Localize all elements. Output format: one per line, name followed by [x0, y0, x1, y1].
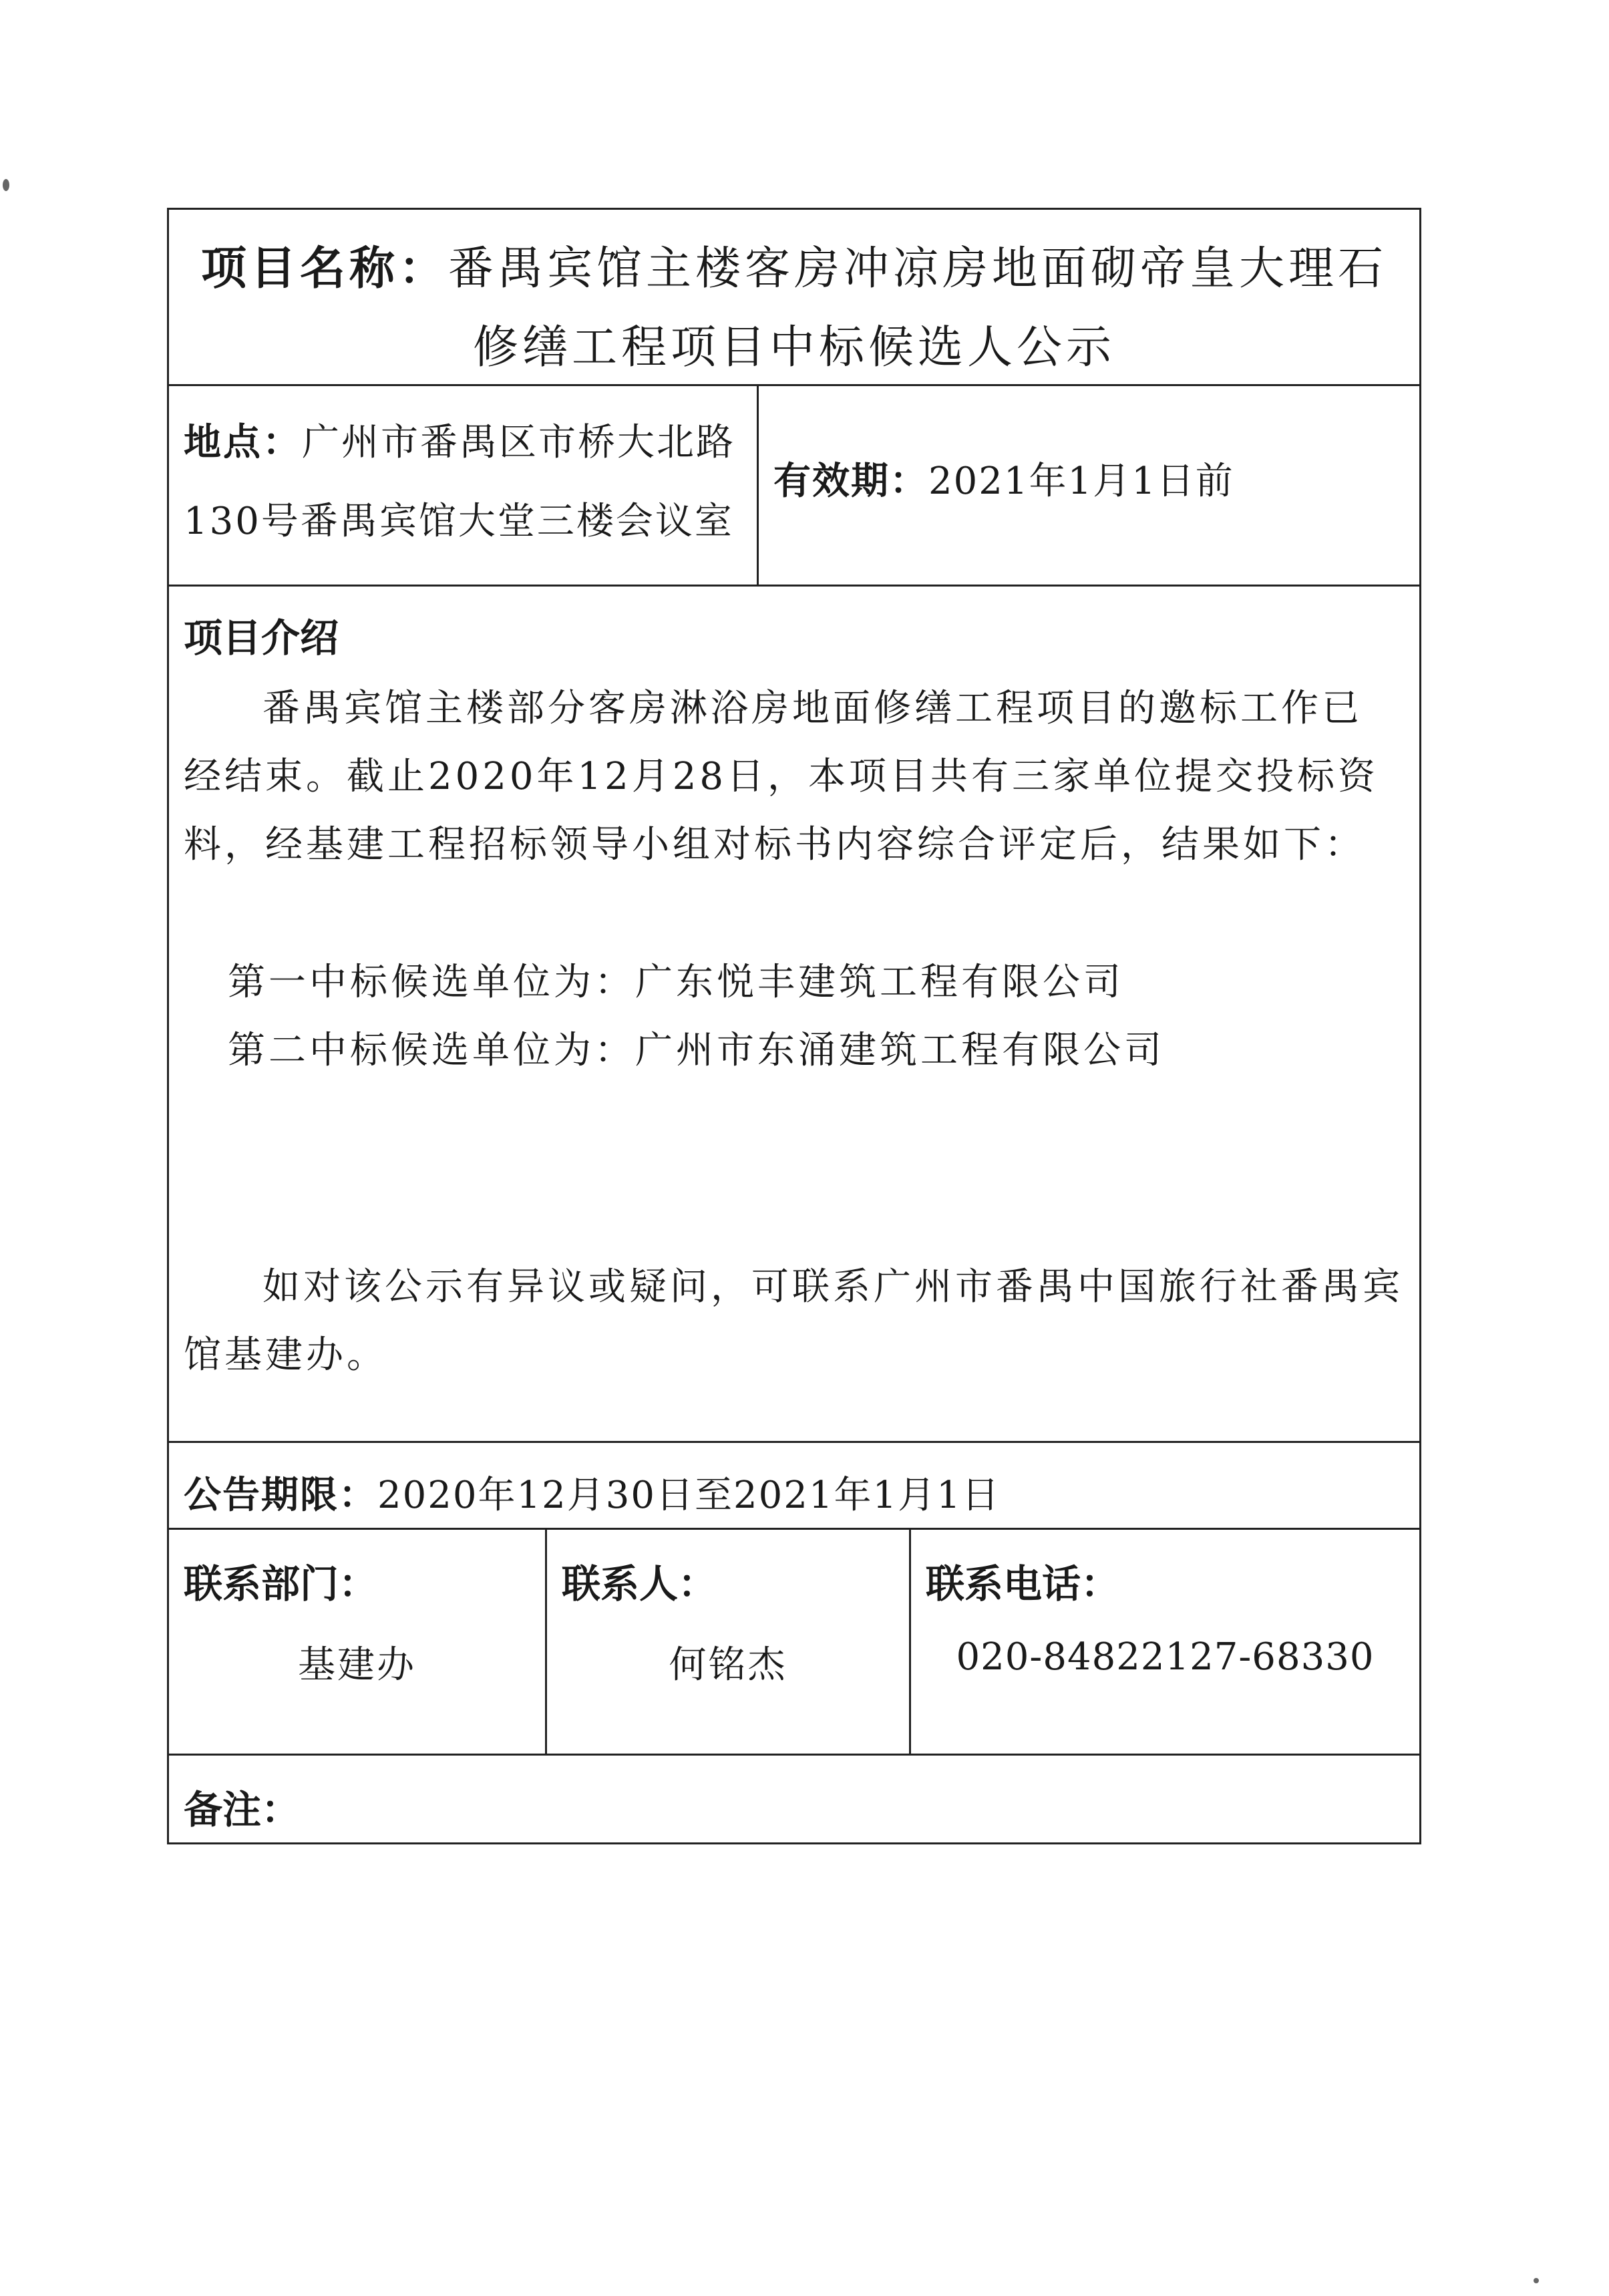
person-value: 何铭杰 — [669, 1643, 787, 1687]
validity-line — [773, 452, 1234, 505]
remark-row — [169, 1756, 1419, 1842]
title-label: 项目名称： — [200, 242, 448, 295]
period-line — [184, 1466, 1001, 1519]
candidate-1: 第一中标候选单位为：广东悦丰建筑工程有限公司 — [228, 961, 1124, 1004]
intro-para2-line2: 馆基建办。 — [184, 1333, 387, 1377]
intro-row — [169, 587, 1419, 1443]
candidate-2: 第二中标候选单位为：广州市东涌建筑工程有限公司 — [228, 1029, 1165, 1072]
dept-label: 联系部门： — [184, 1561, 378, 1607]
phone-label: 联系电话： — [926, 1561, 1120, 1607]
location-row — [169, 386, 1419, 587]
period-value: 2020年12月30日至2021年1月1日 — [377, 1474, 1001, 1517]
location-line-1 — [184, 413, 735, 466]
contact-phone-cell — [911, 1530, 1419, 1754]
dept-value: 基建办 — [298, 1643, 416, 1687]
title-line-2: 修缮工程项目中标候选人公示 — [472, 321, 1115, 374]
validity-label: 有效期： — [773, 460, 928, 503]
intro-para1-line2: 经结束。截止2020年12月28日，本项目共有三家单位提交投标资 — [184, 755, 1379, 798]
contact-dept-cell — [169, 1530, 547, 1754]
intro-para2-line1: 如对该公示有异议或疑问，可联系广州市番禺中国旅行社番禺宾 — [262, 1265, 1403, 1309]
title-row — [169, 210, 1419, 386]
title-line-1 — [169, 232, 1419, 297]
period-label: 公告期限： — [184, 1474, 377, 1517]
scan-speck — [1534, 2278, 1539, 2283]
notice-table — [167, 208, 1421, 1844]
phone-value: 020-84822127-68330 — [956, 1635, 1375, 1679]
location-line-2: 130号番禺宾馆大堂三楼会议室 — [184, 500, 734, 543]
intro-heading: 项目介绍 — [184, 615, 339, 661]
intro-para1-line3: 料，经基建工程招标领导小组对标书内容综合评定后，结果如下： — [184, 823, 1365, 866]
contact-row — [169, 1530, 1419, 1756]
location-text-1: 广州市番禺区市桥大北路 — [302, 421, 735, 464]
scan-speck — [3, 179, 9, 191]
title-text-1: 番禺宾馆主楼客房冲凉房地面砌帝皇大理石 — [448, 242, 1388, 295]
remark-label: 备注： — [184, 1787, 301, 1832]
location-label: 地点： — [184, 421, 302, 464]
validity-value: 2021年1月1日前 — [928, 460, 1234, 503]
validity-cell — [759, 386, 1419, 585]
location-cell — [169, 386, 759, 585]
person-label: 联系人： — [562, 1561, 717, 1607]
period-row — [169, 1443, 1419, 1530]
contact-person-cell — [547, 1530, 911, 1754]
intro-para1-line1: 番禺宾馆主楼部分客房淋浴房地面修缮工程项目的邀标工作已 — [262, 687, 1363, 730]
